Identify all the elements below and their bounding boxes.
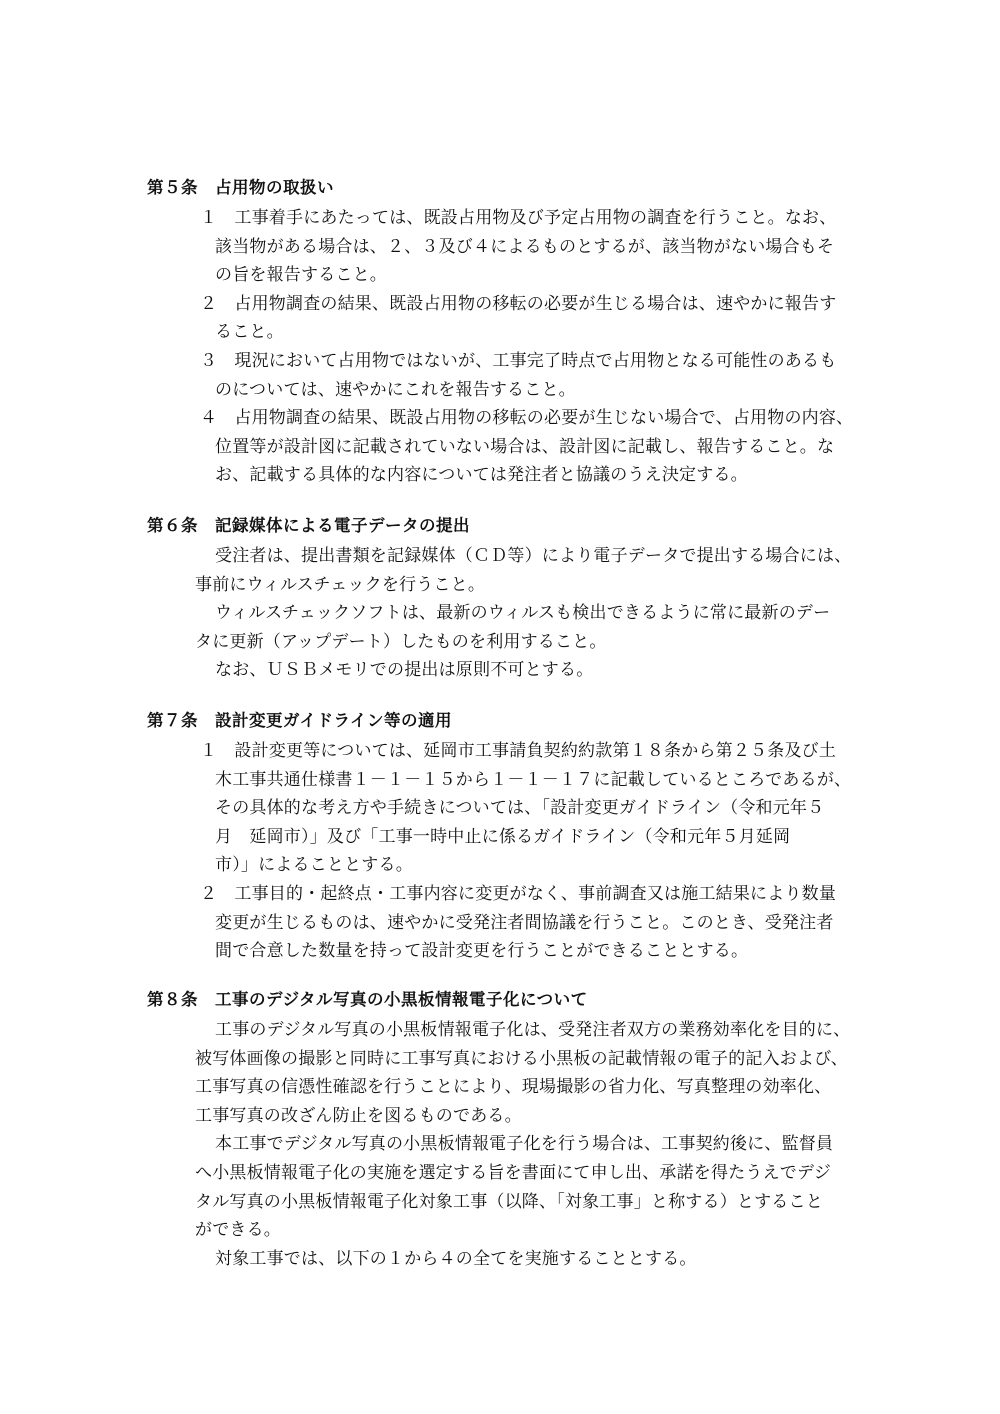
text-line: のについては、速やかにこれを報告すること。	[215, 379, 576, 400]
text-line: １ 工事着手にあたっては、既設占用物及び予定占用物の調査を行うこと。なお、	[200, 208, 837, 228]
text-line: ２ 占用物調査の結果、既設占用物の移転の必要が生じる場合は、速やかに報告す	[200, 293, 837, 314]
text-line: タに更新（アップデート）したものを利用すること。	[195, 631, 607, 652]
text-line: その具体的な考え方や手続きについては、「設計変更ガイドライン（令和元年５	[215, 798, 825, 819]
text-line: タル写真の小黒板情報電子化対象工事（以降、「対象工事」と称する）とすること	[195, 1191, 823, 1212]
text-line: ウィルスチェックソフトは、最新のウィルスも検出できるように常に最新のデー	[215, 603, 831, 624]
text-line: ２ 工事目的・起終点・工事内容に変更がなく、事前調査又は施工結果により数量	[200, 883, 837, 904]
article-heading: 第７条 設計変更ガイドライン等の適用	[147, 711, 453, 730]
text-line: 被写体画像の撮影と同時に工事写真における小黒板の記載情報の電子的記入および、	[195, 1048, 848, 1069]
text-line: お、記載する具体的な内容については発注者と協議のうえ決定する。	[215, 465, 748, 486]
text-line: ができる。	[195, 1220, 281, 1241]
text-line: 該当物がある場合は、２、３及び４によるものとするが、該当物がない場合もそ	[215, 236, 835, 257]
text-line: 受注者は、提出書類を記録媒体（ＣＤ等）により電子データで提出する場合には、	[215, 546, 852, 566]
article-5	[147, 176, 867, 490]
text-line: 変更が生じるものは、速やかに受発注者間協議を行うこと。このとき、受発注者	[215, 912, 834, 933]
text-line: １ 設計変更等については、延岡市工事請負契約約款第１８条から第２５条及び土	[200, 741, 837, 761]
text-line: 間で合意した数量を持って設計変更を行うことができることとする。	[215, 941, 749, 962]
text-line: へ小黒板情報電子化の実施を選定する旨を書面にて申し出、承諾を得たうえでデジ	[195, 1162, 832, 1183]
article-heading: 第６条 記録媒体による電子データの提出	[147, 516, 470, 535]
text-line: 本工事でデジタル写真の小黒板情報電子化を行う場合は、工事契約後に、監督員	[215, 1134, 834, 1155]
text-line: 木工事共通仕様書１－１－１５から１－１－１７に記載しているところであるが、	[215, 769, 852, 790]
article-heading: 第８条 工事のデジタル写真の小黒板情報電子化について	[147, 990, 588, 1009]
text-line: 工事のデジタル写真の小黒板情報電子化は、受発注者双方の業務効率化を目的に、	[215, 1020, 851, 1040]
article-8	[147, 988, 867, 1273]
text-line: なお、ＵＳＢメモリでの提出は原則不可とする。	[215, 660, 594, 681]
text-line: 工事写真の信憑性確認を行うことにより、現場撮影の省力化、写真整理の効率化、	[195, 1077, 832, 1098]
article-7	[147, 709, 867, 966]
text-line: ること。	[215, 322, 284, 343]
article-heading: 第５条 占用物の取扱い	[147, 178, 334, 197]
article-6	[147, 514, 867, 685]
text-line: ４ 占用物調査の結果、既設占用物の移転の必要が生じない場合で、占用物の内容、	[200, 408, 854, 429]
text-line: の旨を報告すること。	[215, 265, 387, 286]
text-line: 市）」によることとする。	[215, 855, 413, 876]
text-line: 工事写真の改ざん防止を図るものである。	[195, 1105, 522, 1126]
text-line: 月 延岡市）」及び「工事一時中止に係るガイドライン（令和元年５月延岡	[215, 826, 791, 847]
text-line: 事前にウィルスチェックを行うこと。	[195, 574, 486, 595]
text-line: ３ 現況において占用物ではないが、工事完了時点で占用物となる可能性のあるも	[200, 350, 837, 371]
text-line: 位置等が設計図に記載されていない場合は、設計図に記載し、報告すること。な	[215, 436, 835, 457]
text-line: 対象工事では、以下の１から４の全てを実施することとする。	[215, 1248, 697, 1269]
